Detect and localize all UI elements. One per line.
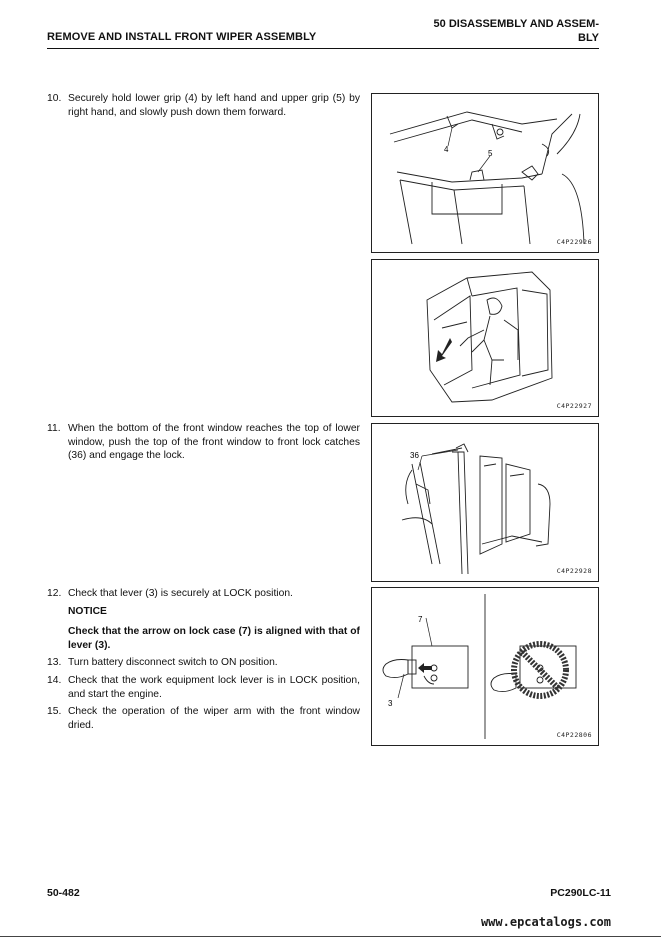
figure-code: C4P22926 <box>556 238 592 246</box>
figure-code: C4P22928 <box>556 567 592 575</box>
callout-4: 4 <box>444 145 449 154</box>
step-text: Turn battery disconnect switch to ON position. <box>68 657 278 668</box>
section-title: REMOVE AND INSTALL FRONT WIPER ASSEMBLY <box>47 31 317 43</box>
callout-3: 3 <box>388 699 393 708</box>
figure-lock-catches <box>371 423 599 582</box>
step-number: 15. <box>47 706 62 717</box>
callout-7: 7 <box>418 615 423 624</box>
bottom-divider <box>0 936 661 937</box>
step-text: Check that lever (3) is securely at LOCK position. <box>68 588 293 599</box>
watermark-link[interactable]: www.epcatalogs.com <box>480 915 611 929</box>
callout-5: 5 <box>488 149 493 158</box>
push-arrow-icon <box>436 338 452 362</box>
step-text: Securely hold lower grip (4) by left hand and upper grip (5) by right hand, and slowly push down them forward. <box>68 93 360 118</box>
step-14 <box>47 674 360 701</box>
step-10 <box>47 92 360 119</box>
step-number: 11. <box>47 423 61 434</box>
header-divider <box>47 48 599 49</box>
model-name: PC290LC-11 <box>550 887 611 899</box>
figure-lever-lock <box>371 587 599 746</box>
align-arrow-icon <box>418 663 432 673</box>
figure-code: C4P22927 <box>556 402 592 410</box>
figure-grips <box>371 93 599 253</box>
callout-36: 36 <box>410 451 419 460</box>
page-number: 50-482 <box>47 887 80 899</box>
chapter-title-line1: 50 DISASSEMBLY AND ASSEM- <box>433 18 599 30</box>
cab-operator-illustration <box>372 260 598 416</box>
step-text: When the bottom of the front window reaches the top of lower window, push the top of the front window to front lock catches (36) and engage the lock. <box>68 423 360 461</box>
step-number: 12. <box>47 588 62 599</box>
step-11 <box>47 422 360 463</box>
step-text: Check that the work equipment lock lever is in LOCK position, and start the engine. <box>68 675 360 700</box>
step-15 <box>47 705 360 732</box>
step-number: 13. <box>47 657 62 668</box>
cab-lock-catch-illustration <box>372 424 598 581</box>
chapter-title <box>399 17 599 45</box>
lever-lock-case-illustration <box>372 588 598 745</box>
step-number: 10. <box>47 93 62 104</box>
cab-grips-illustration <box>372 94 598 252</box>
figure-code: C4P22806 <box>556 731 592 739</box>
step-13 <box>47 656 360 670</box>
chapter-title-line2: BLY <box>578 32 599 44</box>
figure-push-window <box>371 259 599 417</box>
step-number: 14. <box>47 675 62 686</box>
prohibited-icon <box>491 644 576 696</box>
step-12 <box>47 587 360 601</box>
notice-title: NOTICE <box>68 606 107 617</box>
step-text: Check the operation of the wiper arm with the front window dried. <box>68 706 360 731</box>
notice-text: Check that the arrow on lock case (7) is aligned with that of lever (3). <box>68 626 360 651</box>
